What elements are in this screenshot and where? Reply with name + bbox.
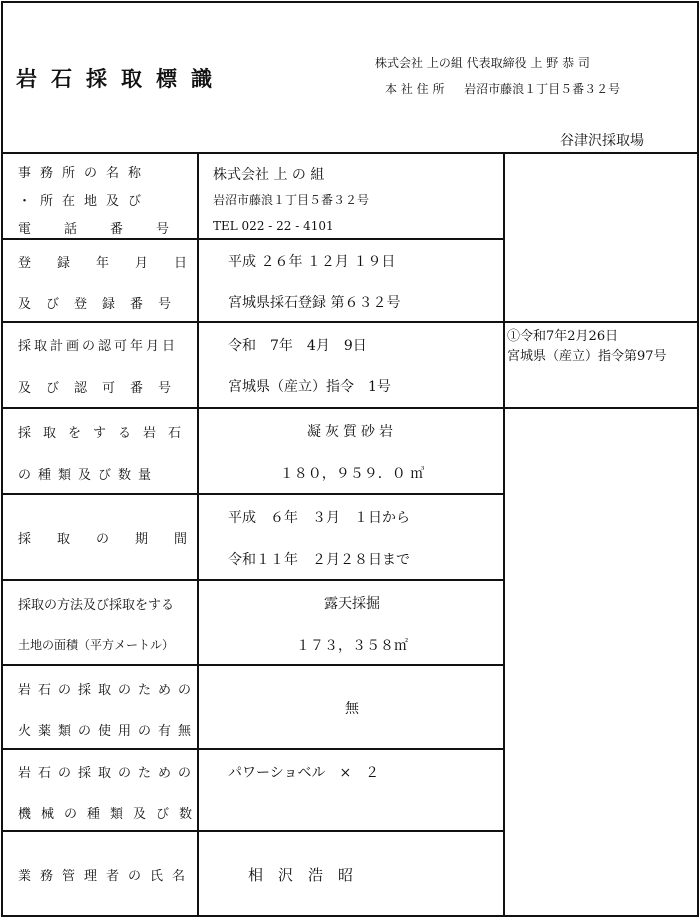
row-label [18, 528, 213, 547]
row-divider [1, 748, 505, 750]
label-line: 及び認可番号 [18, 381, 187, 396]
extraction-method: 露天採掘 [324, 596, 380, 612]
label-line: 岩石の採取のための [18, 683, 199, 698]
office-name: 株式会社 上 の 組 [213, 167, 325, 183]
row-label [18, 162, 150, 181]
row-label [18, 377, 186, 396]
period-end: 令和１１年 ２月２８日まで [228, 552, 410, 568]
label-line: 登録年月日 [18, 256, 214, 271]
row-divider [1, 664, 505, 666]
row-divider [1, 493, 505, 495]
rock-type: 凝灰質砂岩 [307, 424, 397, 440]
border-right [697, 1, 699, 917]
label-line: 土地の面積（平方メートル） [18, 638, 175, 652]
label-line: 採取計画の認可年月日 [18, 339, 179, 354]
border-top [1, 1, 699, 3]
manager-name: 相 沢 浩 昭 [248, 866, 354, 884]
border-bottom [1, 915, 699, 917]
row-label [18, 762, 198, 781]
label-line: 採取の方法及び採取をする [18, 598, 175, 613]
row-label [18, 803, 202, 822]
amendment-number: 宮城県（産立）指令第97号 [507, 349, 667, 364]
label-line: 業務管理者の氏名 [18, 869, 195, 884]
row-label [18, 636, 174, 653]
row-divider [1, 238, 505, 240]
head-office-address: 本 社 住 所 岩沼市藤浪１丁目５番３２号 [385, 82, 621, 96]
company-representative: 株式会社 上の組 代表取締役 上 野 恭 司 [375, 56, 590, 70]
rock-quantity: １８０，９５９．０ ㎥ [279, 466, 425, 482]
row-label [18, 679, 198, 698]
row-label [18, 190, 150, 209]
row-label [18, 720, 198, 739]
office-phone: TEL 022 - 22 - 4101 [213, 219, 334, 233]
row-label [18, 594, 174, 613]
period-start: 平成 ６年 ３月 １日から [228, 510, 410, 526]
land-area: １７３，３５８㎡ [296, 638, 408, 654]
row-label [18, 335, 178, 354]
amendment-date: ①令和7年2月26日 [507, 329, 619, 344]
label-line: 岩石の採取のための [18, 766, 199, 781]
row-label [18, 293, 186, 312]
sign-title: 岩石採取標識 [16, 66, 226, 91]
label-line: 火薬類の使用の有無 [18, 724, 199, 739]
office-address: 岩沼市藤浪１丁目５番３２号 [213, 193, 370, 207]
label-line: 事務所の名称 [18, 166, 151, 181]
row-label [18, 865, 194, 884]
label-line: ・所在地及び [18, 194, 151, 209]
label-line: の種類及び数量 [18, 468, 159, 483]
label-line: 及び登録番号 [18, 297, 187, 312]
registration-number: 宮城県採石登録 第６３２号 [228, 295, 401, 311]
row-divider [1, 407, 699, 409]
row-label [18, 422, 193, 441]
header-divider [1, 152, 699, 154]
row-divider [1, 321, 699, 323]
explosives-usage: 無 [345, 701, 359, 717]
label-line: 採取をする岩石 [18, 426, 194, 441]
row-label [18, 464, 158, 483]
approval-date: 令和 7年 4月 9日 [228, 338, 367, 354]
row-divider [1, 579, 505, 581]
row-label [18, 218, 202, 237]
border-left [1, 1, 3, 917]
row-label [18, 252, 213, 271]
label-line: 電話番号 [18, 222, 203, 237]
row-divider [1, 830, 505, 832]
approval-number: 宮城県（産立）指令 1号 [228, 379, 391, 395]
quarry-site-name: 谷津沢採取場 [560, 133, 644, 149]
label-line: 機械の種類及び数 [18, 807, 203, 822]
label-line: 採取の期間 [18, 532, 214, 547]
machinery: パワーショベル × ２ [228, 765, 380, 781]
registration-date: 平成 ２６年 １２月 １９日 [228, 254, 396, 270]
col-divider-2 [503, 152, 505, 917]
